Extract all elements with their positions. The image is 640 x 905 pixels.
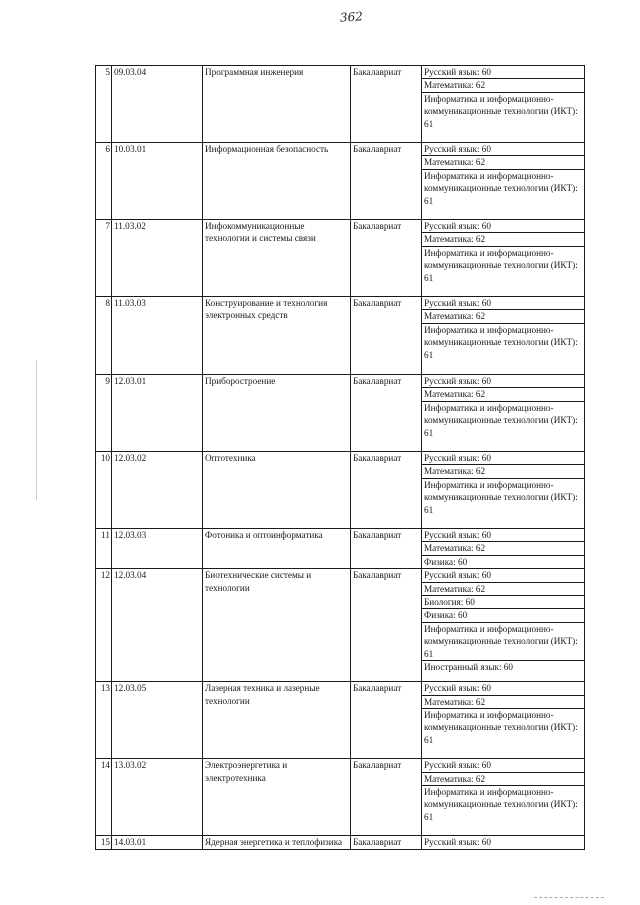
subject-score: Математика: 62 [422, 79, 584, 92]
education-level: Бакалавриат [351, 66, 422, 143]
subject-score: Математика: 62 [422, 310, 584, 323]
subject-score: Русский язык: 60 [422, 759, 584, 772]
subject-score: Физика: 60 [422, 609, 584, 622]
subject-score: Иностранный язык: 60 [424, 662, 513, 673]
subject-score: Русский язык: 60 [424, 837, 491, 848]
subject-score: Математика: 62 [422, 542, 584, 555]
program-name: Оптотехника [203, 452, 351, 529]
subjects-cell [422, 297, 585, 375]
row-number: 15 [96, 836, 112, 850]
subjects-list [422, 569, 584, 673]
education-level: Бакалавриат [351, 529, 422, 569]
subject-score: Информатика и информационно-коммуникационные технологии (ИКТ): 61 [424, 170, 578, 206]
subjects-list [422, 375, 584, 439]
row-number: 12 [96, 569, 112, 682]
subjects-cell [422, 452, 585, 529]
subjects-list [422, 682, 584, 746]
education-level: Бакалавриат [351, 220, 422, 297]
program-name: Биотехнические системы и технологии [203, 569, 351, 682]
subject-score: Математика: 62 [422, 583, 584, 596]
table-row [96, 452, 585, 529]
program-code: 09.03.04 [112, 66, 203, 143]
subjects-list [422, 836, 584, 848]
subject-score: Русский язык: 60 [422, 452, 584, 465]
subjects-cell [422, 220, 585, 297]
subject-score: Биология: 60 [422, 596, 584, 609]
subjects-cell [422, 529, 585, 569]
subjects-cell [422, 66, 585, 143]
program-name: Фотоника и оптоинформатика [203, 529, 351, 569]
education-level: Бакалавриат [351, 836, 422, 850]
subject-score: Математика: 62 [422, 233, 584, 246]
education-level: Бакалавриат [351, 297, 422, 375]
subject-score: Математика: 62 [422, 388, 584, 401]
program-name: Ядерная энергетика и теплофизика [203, 836, 351, 850]
subject-score: Математика: 62 [422, 773, 584, 786]
table-row [96, 297, 585, 375]
subject-score: Русский язык: 60 [422, 66, 584, 79]
table-row [96, 529, 585, 569]
row-number: 14 [96, 759, 112, 836]
subject-score: Русский язык: 60 [422, 375, 584, 388]
row-number: 10 [96, 452, 112, 529]
footer-mark [534, 897, 604, 899]
row-number: 7 [96, 220, 112, 297]
program-name: Электроэнергетика и электротехника [203, 759, 351, 836]
program-name: Информационная безопасность [203, 143, 351, 220]
subjects-cell [422, 759, 585, 836]
subject-score: Математика: 62 [422, 465, 584, 478]
page-number: 362 [339, 9, 364, 25]
subjects-cell [422, 569, 585, 682]
table-row [96, 569, 585, 682]
row-number: 6 [96, 143, 112, 220]
subject-score: Математика: 62 [422, 696, 584, 709]
row-number: 5 [96, 66, 112, 143]
table-row [96, 220, 585, 297]
subject-score: Информатика и информационно-коммуникационные технологии (ИКТ): 61 [424, 324, 578, 360]
subject-score: Физика: 60 [424, 556, 468, 567]
subjects-list [422, 66, 584, 130]
subjects-cell [422, 682, 585, 759]
program-code: 10.03.01 [112, 143, 203, 220]
table-row [96, 143, 585, 220]
education-level: Бакалавриат [351, 143, 422, 220]
subjects-list [422, 220, 584, 284]
subject-score: Информатика и информационно-коммуникационные технологии (ИКТ): 61 [424, 93, 578, 129]
subject-score: Информатика и информационно-коммуникационные технологии (ИКТ): 61 [424, 402, 578, 438]
subject-score: Русский язык: 60 [422, 682, 584, 695]
education-level: Бакалавриат [351, 759, 422, 836]
program-code: 12.03.04 [112, 569, 203, 682]
education-level: Бакалавриат [351, 682, 422, 759]
program-code: 12.03.05 [112, 682, 203, 759]
program-code: 12.03.01 [112, 375, 203, 452]
education-level: Бакалавриат [351, 375, 422, 452]
program-code: 12.03.03 [112, 529, 203, 569]
subject-score: Русский язык: 60 [422, 220, 584, 233]
row-number: 9 [96, 375, 112, 452]
row-number: 13 [96, 682, 112, 759]
subjects-list [422, 759, 584, 823]
program-name: Конструирование и технология электронных средств [203, 297, 351, 375]
scan-artifact [36, 360, 37, 500]
education-level: Бакалавриат [351, 569, 422, 682]
subjects-list [422, 452, 584, 516]
subject-score: Информатика и информационно-коммуникационные технологии (ИКТ): 61 [424, 247, 578, 283]
table-row [96, 682, 585, 759]
subjects-cell [422, 836, 585, 850]
program-name: Программная инженерия [203, 66, 351, 143]
table-row [96, 759, 585, 836]
subject-score: Информатика и информационно-коммуникационные технологии (ИКТ): 61 [422, 623, 584, 661]
admission-table [95, 65, 585, 850]
row-number: 11 [96, 529, 112, 569]
table-row [96, 66, 585, 143]
program-name: Приборостроение [203, 375, 351, 452]
subject-score: Русский язык: 60 [422, 529, 584, 542]
program-name: Лазерная техника и лазерные технологии [203, 682, 351, 759]
subjects-cell [422, 143, 585, 220]
subjects-list [422, 297, 584, 361]
subject-score: Информатика и информационно-коммуникационные технологии (ИКТ): 61 [424, 479, 578, 515]
subject-score: Информатика и информационно-коммуникационные технологии (ИКТ): 61 [424, 710, 578, 745]
subjects-cell [422, 375, 585, 452]
program-name: Инфокоммуникационные технологии и системы связи [203, 220, 351, 297]
subjects-list [422, 529, 584, 568]
education-level: Бакалавриат [351, 452, 422, 529]
subjects-list [422, 143, 584, 207]
subject-score: Русский язык: 60 [422, 297, 584, 310]
subject-score: Русский язык: 60 [422, 143, 584, 156]
table-row [96, 375, 585, 452]
subject-score: Русский язык: 60 [422, 569, 584, 582]
program-code: 13.03.02 [112, 759, 203, 836]
subject-score: Информатика и информационно-коммуникационные технологии (ИКТ): 61 [424, 787, 578, 822]
table-row [96, 836, 585, 850]
program-code: 11.03.03 [112, 297, 203, 375]
program-code: 14.03.01 [112, 836, 203, 850]
subject-score: Математика: 62 [422, 156, 584, 169]
program-code: 12.03.02 [112, 452, 203, 529]
program-code: 11.03.02 [112, 220, 203, 297]
row-number: 8 [96, 297, 112, 375]
